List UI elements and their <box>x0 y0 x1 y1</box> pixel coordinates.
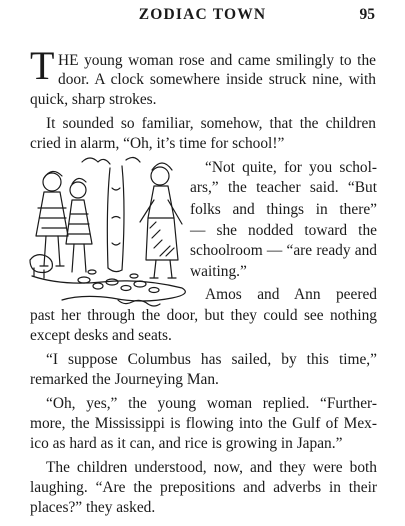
text-line: waiting.” <box>190 263 247 280</box>
text-line: “Not quite, for you schol- <box>205 159 377 176</box>
text-line: more, the Mississippi is flowing into the Gulf of Mex- <box>30 415 377 432</box>
text-line: ars,” the teacher said. “But <box>190 179 377 196</box>
text-line: ico as hard as it can, and rice is growing in Japan.” <box>30 435 343 452</box>
text-line: past her through the door, but they could see nothing <box>30 307 377 324</box>
text-line: schoolroom — “are ready and <box>190 242 377 259</box>
text-line: The children understood, now, and they were both <box>46 459 377 476</box>
text-line: remarked the Journeying Man. <box>30 371 219 388</box>
text-line: door. A clock somewhere inside struck nine, with <box>58 71 376 88</box>
running-title: ZODIAC TOWN <box>138 6 267 23</box>
text-line: — she nodded toward the <box>190 222 377 239</box>
children-at-schoolhouse-door-illustration <box>22 148 202 310</box>
text-line: cried in alarm, “Oh, it’s time for school!” <box>30 135 285 152</box>
drop-cap: T <box>30 43 55 88</box>
text-line: quick, sharp strokes. <box>30 91 157 108</box>
page-number: 95 <box>359 6 375 23</box>
text-line: laughing. “Are the prepositions and adverbs in their <box>30 479 377 496</box>
page-header <box>0 6 405 26</box>
text-line: places?” they asked. <box>30 499 156 516</box>
text-line: except desks and seats. <box>30 327 172 344</box>
text-line: HE young woman rose and came smilingly to the <box>58 52 376 69</box>
text-line: “I suppose Columbus has sailed, by this time,” <box>46 351 377 368</box>
text-line: “Oh, yes,” the young woman replied. “Further- <box>46 395 377 412</box>
text-line: Amos and Ann peered <box>205 286 377 303</box>
text-line: It sounded so familiar, somehow, that the children <box>46 115 376 132</box>
text-line: folks and things in there” <box>190 201 377 218</box>
